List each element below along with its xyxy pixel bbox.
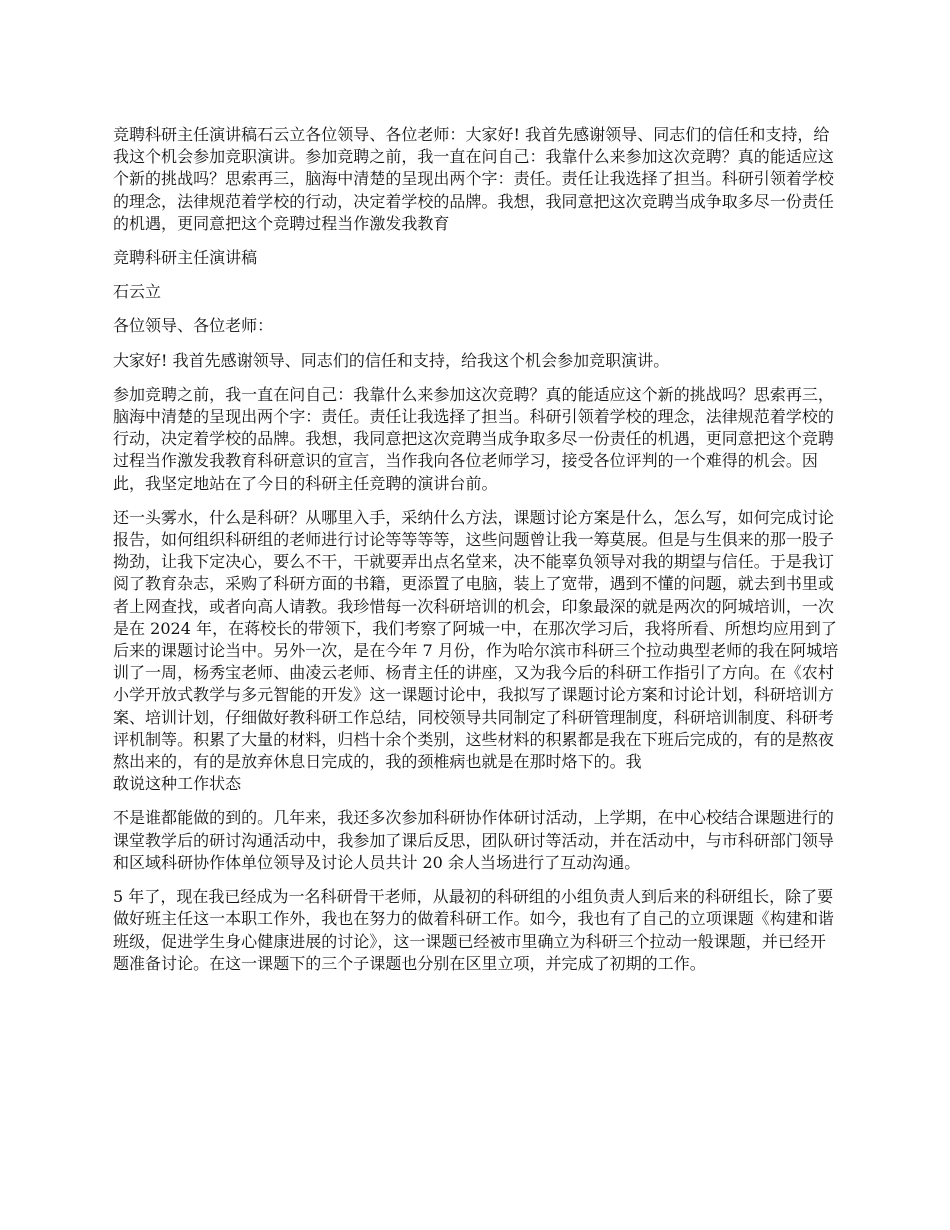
speech-title: 竞聘科研主任演讲稿 [113,248,258,268]
body-paragraph-collaboration: 不是谁都能做的到的。几年来，我还多次参加科研协作体研讨活动，上学期，在中心校结合课题进行的课堂教学后的研讨沟通活动中，我参加了课后反思，团队研讨等活动，并在活动中，与市科研部门领导和区域科研协作体单位领导及讨论人员共计 20 余人当场进行了互动沟通。 [113,808,834,872]
body-paragraph-research-experience: 还一头雾水，什么是科研？从哪里入手，采纳什么方法，课题讨论方案是什么，怎么写，如何完成讨论报告，如何组织科研组的老师进行讨论等等等等，这些问题曾让我一筹莫展。但是与生俱来的那一股子拗劲，让我下定决心，要么不干，干就要弄出点名堂来，决不能辜负领导对我的期望与信任。于是我订阅了教育杂志，采购了科研方面的书籍，更添置了电脑，装上了宽带，遇到不懂的问题，就去到书里或者上网查找，或者向高人请教。我珍惜每一次科研培训的机会，印象最深的就是两次的阿城培训，一次是在 2024 年，在蒋校长的带领下，我们考察了阿城一中，在那次学习后，我将所看、所想均应用到了后来的课题讨论当中。另外一次，是在今年 7 月份，作为哈尔滨市科研三个拉动典型老师的我在阿城培训了一周，杨秀宝老师、曲凌云老师、杨青主任的讲座，又为我今后的科研工作指引了方向。在《农村小学开放式教学与多元智能的开发》这一课题讨论中，我拟写了课题讨论方案和讨论计划，科研培训方案、培训计划，仔细做好教科研工作总结，同校领导共同制定了科研管理制度，科研培训制度、科研考评机制等。积累了大量的材料，归档十余个类别，这些材料的积累都是我在下班后完成的，有的是熬夜熬出来的，有的是放弃休息日完成的，我的颈椎病也就是在那时烙下的。我 [113,507,839,772]
salutation: 各位领导、各位老师： [113,316,274,336]
greeting-paragraph: 大家好! 我首先感谢领导、同志们的信任和支持，给我这个机会参加竞职演讲。 [113,350,670,370]
body-paragraph-current-projects: 5 年了，现在我已经成为一名科研骨干老师，从最初的科研组的小组负责人到后来的科研组长，除了要做好班主任这一本职工作外，我也在努力的做着科研工作。如今，我也有了自己的立项课题《构建和谐班级，促进学生身心健康进展的讨论》，这一课题已经被市里确立为科研三个拉动一般课题，并已经开题准备讨论。在这一课题下的三个子课题也分别在区里立项，并完成了初期的工作。 [113,887,834,973]
body-paragraph-responsibility: 参加竞聘之前，我一直在问自己：我靠什么来参加这次竞聘？真的能适应这个新的挑战吗？思索再三，脑海中清楚的呈现出两个字：责任。责任让我选择了担当。科研引领着学校的理念，法律规范着学校的行动，决定着学校的品牌。我想，我同意把这次竞聘当成争取多尽一份责任的机遇，更同意把这个竞聘过程当作激发我教育科研意识的宣言，当作我向各位老师学习，接受各位评判的一个难得的机会。因此，我坚定地站在了今日的科研主任竞聘的演讲台前。 [113,384,834,493]
author-name: 石云立 [113,282,162,302]
document-page [113,124,840,987]
body-fragment-work-state: 敢说这种工作状态 [113,774,242,794]
intro-summary-paragraph: 竞聘科研主任演讲稿石云立各位领导、各位老师：大家好! 我首先感谢领导、同志们的信任和支持，给我这个机会参加竞职演讲。参加竞聘之前，我一直在问自己：我靠什么来参加这次竞聘？真的能适应这个新的挑战吗？思索再三，脑海中清楚的呈现出两个字：责任。责任让我选择了担当。科研引领着学校的理念，法律规范着学校的行动，决定着学校的品牌。我想，我同意把这次竞聘当成争取多尽一份责任的机遇，更同意把这个竞聘过程当作激发我教育 [113,125,834,233]
